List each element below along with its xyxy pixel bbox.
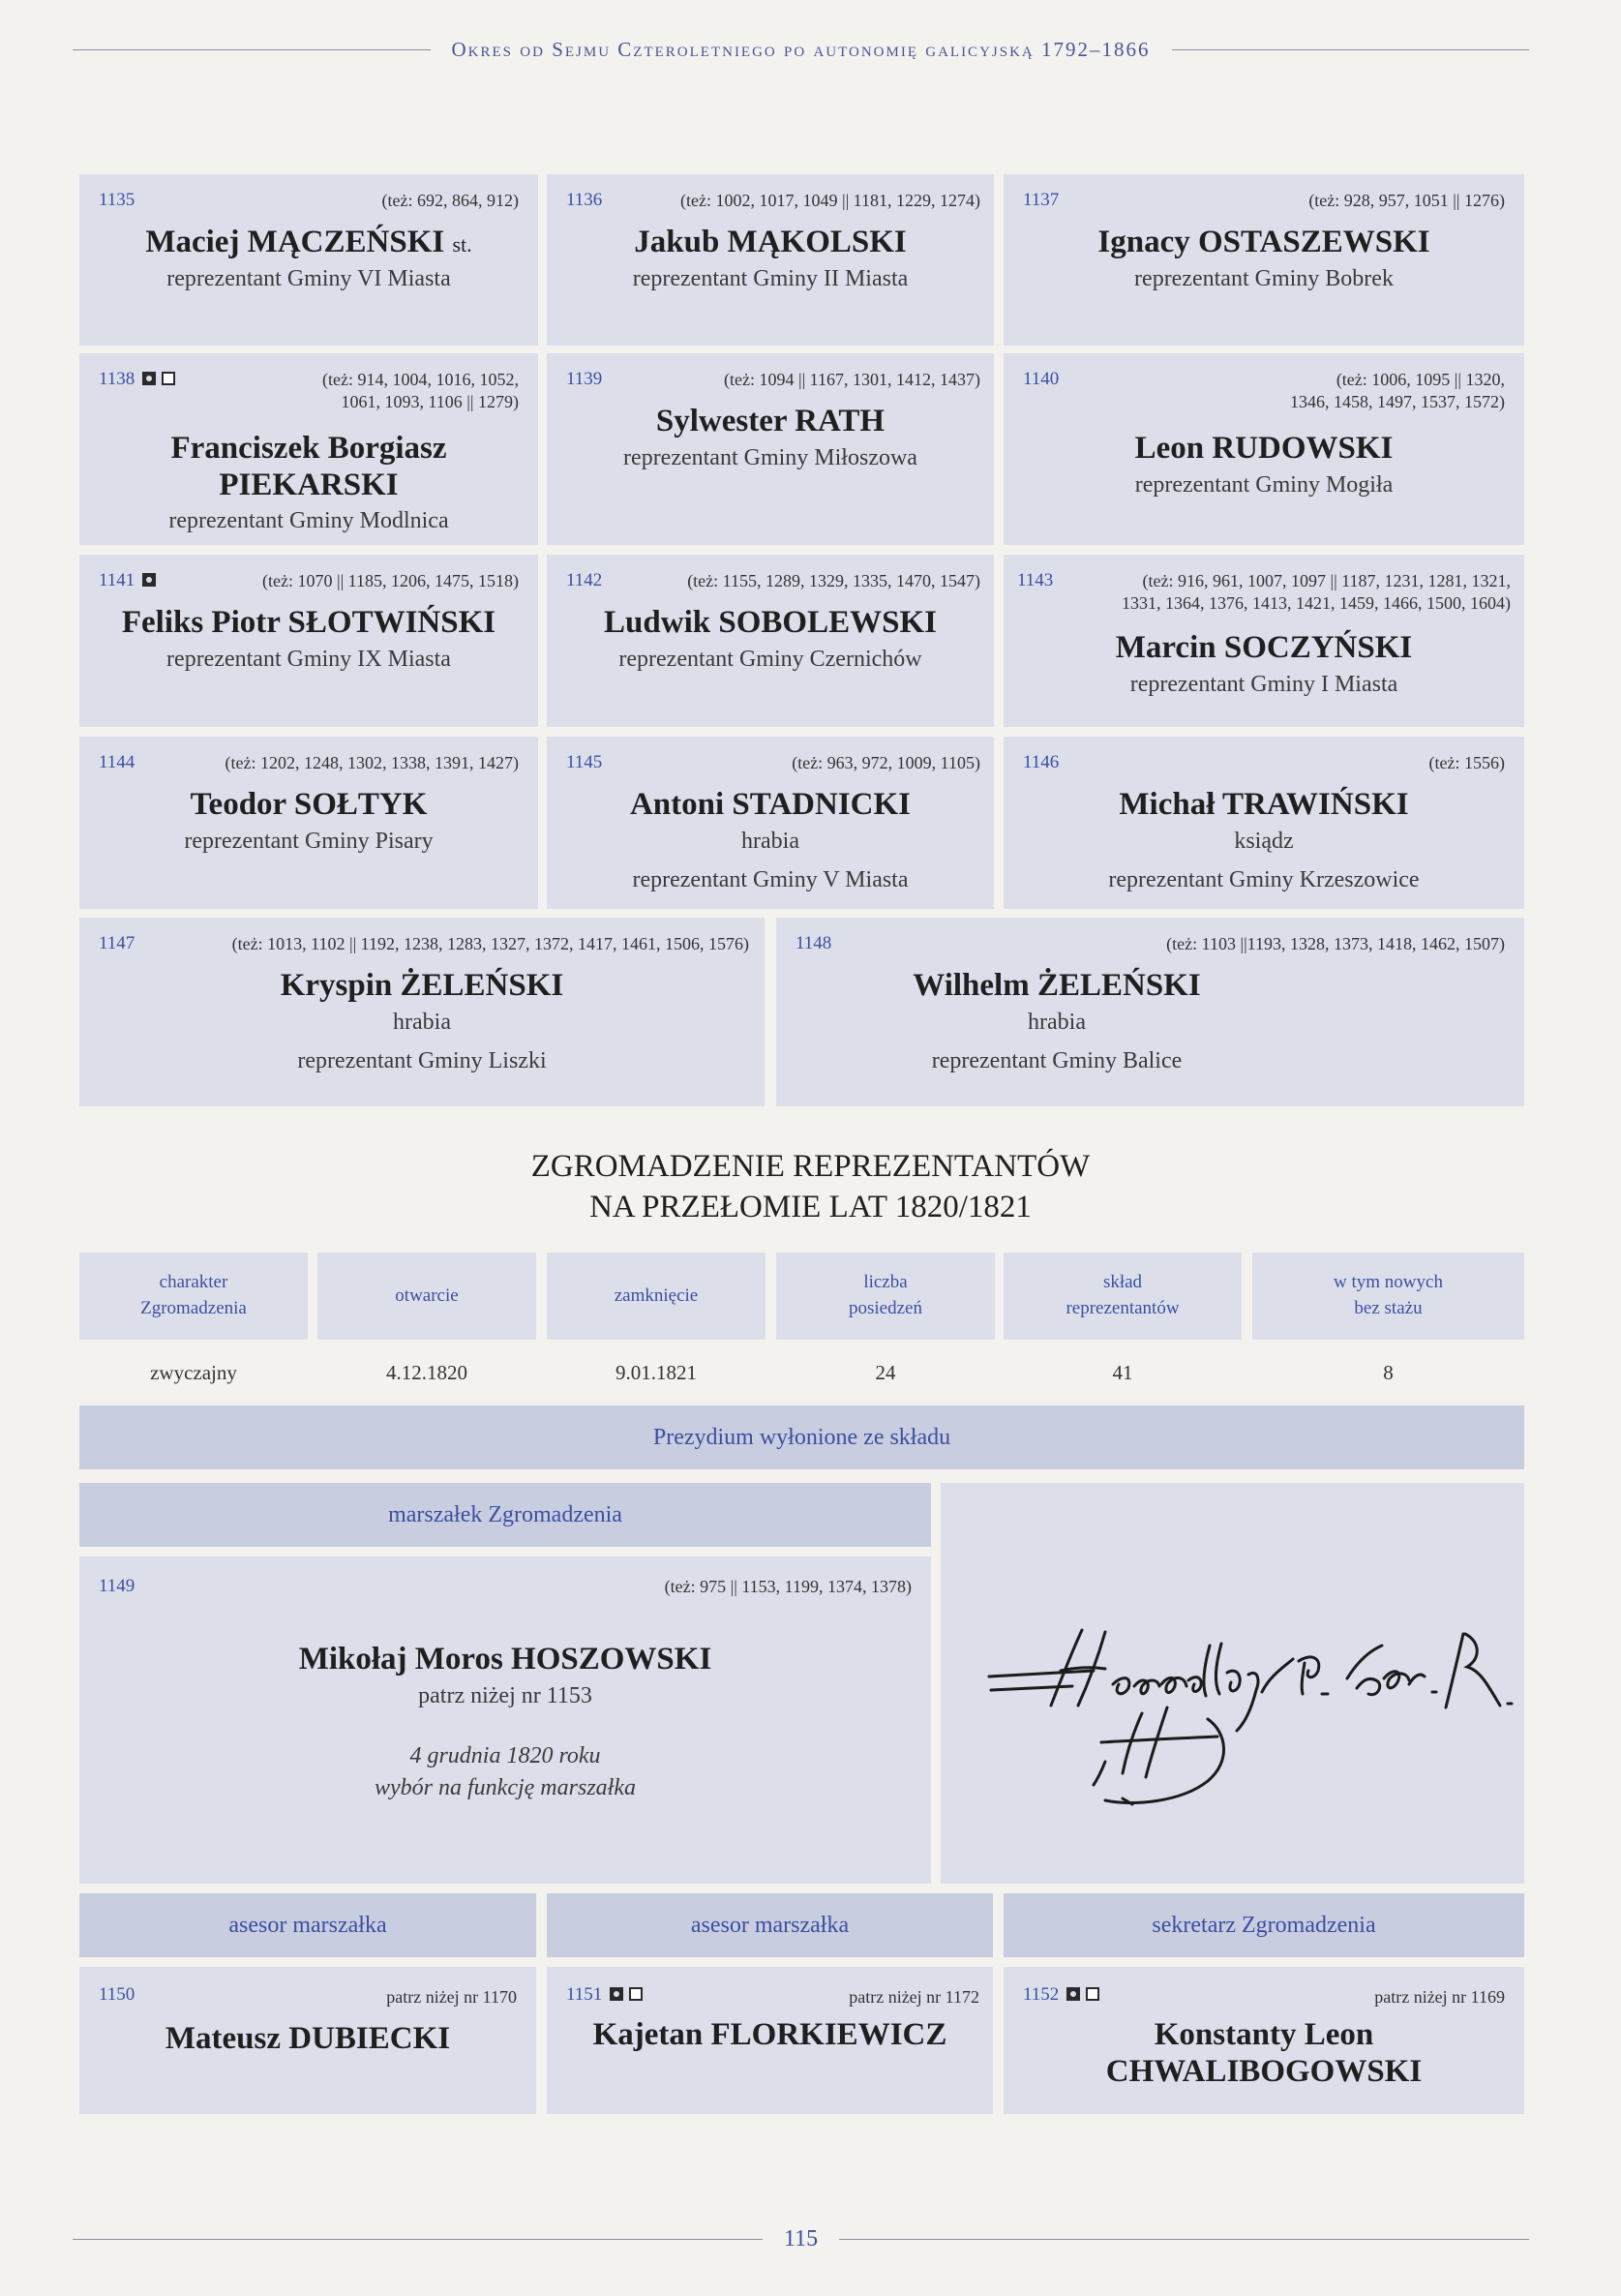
entry-card-1147 <box>79 918 765 1106</box>
entry-role: reprezentant Gminy Pisary <box>184 828 434 854</box>
entry-name: Ludwik SOBOLEWSKI <box>604 605 937 640</box>
entry-cross-refs: (też: 914, 1004, 1016, 1052, 1061, 1093, 1106 || 1279) <box>322 370 519 412</box>
entry-number: 1142 <box>566 570 603 590</box>
entry-reference: patrz niżej nr 1169 <box>1374 1987 1505 2007</box>
entry-cross-refs: (też: 975 || 1153, 1199, 1374, 1378) <box>664 1577 912 1596</box>
header-rule-right <box>1172 49 1530 50</box>
entry-number: 1137 <box>1023 190 1060 210</box>
entry-name: Marcin SOCZYŃSKI <box>1115 630 1413 665</box>
officer-role-bar: asesor marszałka <box>547 1893 993 1957</box>
entry-card-1141 <box>79 555 538 727</box>
entry-number: 1143 <box>1017 570 1054 590</box>
entry-name: Wilhelm ŻELEŃSKI <box>913 968 1201 1003</box>
entry-title: hrabia <box>1028 1009 1086 1035</box>
signature-icon <box>1086 1987 1099 2001</box>
table-cell: 24 <box>875 1361 896 1384</box>
table-cell: 9.01.1821 <box>615 1361 697 1384</box>
entry-cross-refs: (też: 1002, 1017, 1049 || 1181, 1229, 1274) <box>679 191 980 210</box>
entry-cross-refs: (też: 916, 961, 1007, 1097 || 1187, 1231, 1281, 1321, 1331, 1364, 1376, 1413, 1421, 1459, 1466, 1500, 1604) <box>1122 571 1511 614</box>
entry-name: Kryspin ŻELEŃSKI <box>280 968 564 1003</box>
table-header-cell: zamknięcie <box>547 1253 765 1340</box>
table-header-cell: skład reprezentantów <box>1004 1253 1242 1340</box>
entry-title: ksiądz <box>1234 828 1294 854</box>
entry-role: reprezentant Gminy VI Miasta <box>166 265 451 291</box>
entry-number: 1150 <box>99 1984 135 2005</box>
entry-card-1144 <box>79 737 538 909</box>
footer-rule-right <box>839 2239 1529 2240</box>
table-header-cell: liczba posiedzeń <box>776 1253 995 1340</box>
table-cell: 4.12.1820 <box>386 1361 467 1384</box>
entry-card-1152 <box>1004 1967 1524 2114</box>
entry-cross-refs: (też: 1070 || 1185, 1206, 1475, 1518) <box>261 571 519 590</box>
entry-number: 1146 <box>1023 752 1060 772</box>
entry-number: 1135 <box>99 190 135 210</box>
table-cell: 8 <box>1383 1361 1394 1384</box>
entry-card-1145 <box>547 737 994 909</box>
entry-name: Mikołaj Moros HOSZOWSKI <box>298 1642 712 1677</box>
portrait-icon <box>142 573 156 587</box>
entry-number: 1145 <box>566 752 603 772</box>
entry-name: Kajetan FLORKIEWICZ <box>592 2017 947 2052</box>
header-text: Okres od Sejmu Czteroletniego po autonomię galicyjską 1792–1866 <box>451 37 1151 61</box>
entry-card-1148 <box>776 918 1524 1106</box>
table-cell: zwyczajny <box>150 1361 237 1384</box>
entry-number: 1136 <box>566 190 603 210</box>
entry-role: reprezentant Gminy IX Miasta <box>166 646 451 672</box>
entry-name: Konstanty Leon CHWALIBOGOWSKI <box>1105 2017 1423 2089</box>
entry-number: 1141 <box>99 570 156 591</box>
entry-title: hrabia <box>393 1009 451 1035</box>
entry-role: reprezentant Gminy Liszki <box>297 1047 547 1073</box>
entry-cross-refs: (też: 1155, 1289, 1329, 1335, 1470, 1547) <box>687 571 980 590</box>
entry-name: Jakub MĄKOLSKI <box>634 225 907 259</box>
entry-card-1151 <box>547 1967 993 2114</box>
entry-name: Feliks Piotr SŁOTWIŃSKI <box>121 605 496 640</box>
entry-name: Maciej MĄCZEŃSKI st. <box>145 225 472 259</box>
entry-name: Leon RUDOWSKI <box>1134 431 1394 466</box>
entry-reference: patrz niżej nr 1172 <box>849 1987 979 2007</box>
entry-card-1146 <box>1004 737 1524 909</box>
entry-name: Teodor SOŁTYK <box>190 787 428 822</box>
table-cell: 41 <box>1112 1361 1133 1384</box>
footer-rule-left <box>73 2239 763 2240</box>
entry-role: reprezentant Gminy I Miasta <box>1129 671 1398 697</box>
entry-cross-refs: (też: 963, 972, 1009, 1105) <box>792 753 980 772</box>
entry-note: 4 grudnia 1820 roku wybór na funkcję marszałka <box>375 1742 636 1801</box>
entry-number: 1149 <box>99 1576 135 1596</box>
entry-card-1137 <box>1004 174 1524 346</box>
entry-number: 1148 <box>795 933 832 953</box>
entry-role: reprezentant Gminy Bobrek <box>1134 265 1394 291</box>
portrait-icon <box>142 372 156 385</box>
entry-name: Mateusz DUBIECKI <box>165 2021 451 2056</box>
entry-name: Ignacy OSTASZEWSKI <box>1097 225 1430 259</box>
entry-card-1150 <box>79 1967 536 2114</box>
entry-number: 1140 <box>1023 369 1060 389</box>
table-header-cell: w tym nowych bez stażu <box>1252 1253 1524 1340</box>
entry-role: reprezentant Gminy Modlnica <box>168 508 449 534</box>
entry-cross-refs: (też: 1103 ||1193, 1328, 1373, 1418, 1462, 1507) <box>1166 934 1505 953</box>
entry-reference: patrz niżej nr 1170 <box>386 1987 517 2007</box>
signature-image <box>977 1616 1519 1825</box>
entry-card-1149 <box>79 1556 931 1884</box>
portrait-icon <box>610 1987 623 2001</box>
marshal-role-bar: marszałek Zgromadzenia <box>79 1483 931 1547</box>
entry-card-1143 <box>1004 555 1524 727</box>
entry-number: 1152 <box>1023 1984 1099 2006</box>
entry-card-1140 <box>1004 353 1524 545</box>
entry-number: 1144 <box>99 752 135 772</box>
entry-name: Franciszek Borgiasz PIEKARSKI <box>170 431 447 502</box>
header-rule-left <box>73 49 431 50</box>
entry-cross-refs: (też: 1013, 1102 || 1192, 1238, 1283, 1327, 1372, 1417, 1461, 1506, 1576) <box>231 934 749 953</box>
entry-role: reprezentant Gminy V Miasta <box>632 866 909 892</box>
entry-role: reprezentant Gminy Balice <box>931 1047 1183 1073</box>
entry-cross-refs: (też: 1556) <box>1428 753 1505 772</box>
entry-cross-refs: (też: 928, 957, 1051 || 1276) <box>1308 191 1505 210</box>
entry-role: reprezentant Gminy Krzeszowice <box>1108 866 1420 892</box>
table-header-cell: otwarcie <box>317 1253 536 1340</box>
entry-role: reprezentant Gminy Mogiła <box>1134 471 1394 498</box>
entry-number: 1138 <box>99 369 175 390</box>
name-suffix: st. <box>452 232 472 257</box>
entry-name: Michał TRAWIŃSKI <box>1119 787 1409 822</box>
entry-cross-refs: (też: 1202, 1248, 1302, 1338, 1391, 1427) <box>225 753 519 772</box>
entry-cross-refs: (też: 1006, 1095 || 1320, 1346, 1458, 1497, 1537, 1572) <box>1290 370 1505 412</box>
entry-role: reprezentant Gminy II Miasta <box>632 265 909 291</box>
entry-card-1139 <box>547 353 994 545</box>
signature-icon <box>162 372 175 385</box>
entry-card-1142 <box>547 555 994 727</box>
portrait-icon <box>1066 1987 1080 2001</box>
presidium-bar: Prezydium wyłonione ze składu <box>79 1405 1524 1469</box>
entry-number: 1139 <box>566 369 603 389</box>
officer-role-bar: asesor marszałka <box>79 1893 536 1957</box>
entry-reference: patrz niżej nr 1153 <box>418 1682 592 1708</box>
entry-number: 1151 <box>566 1984 643 2006</box>
entry-cross-refs: (też: 1094 || 1167, 1301, 1412, 1437) <box>723 370 980 389</box>
entry-name: Antoni STADNICKI <box>629 787 912 822</box>
entry-title: hrabia <box>741 828 799 854</box>
page-footer <box>73 2224 1529 2253</box>
entry-card-1138 <box>79 353 538 545</box>
entry-name: Sylwester RATH <box>655 404 886 438</box>
entry-role: reprezentant Gminy Czernichów <box>618 646 922 672</box>
officer-role-bar: sekretarz Zgromadzenia <box>1004 1893 1524 1957</box>
table-header-cell: charakter Zgromadzenia <box>79 1253 308 1340</box>
signature-icon <box>629 1987 643 2001</box>
entry-number: 1147 <box>99 933 135 953</box>
entry-card-1136 <box>547 174 994 346</box>
entry-card-1135 <box>79 174 538 346</box>
entry-role: reprezentant Gminy Miłoszowa <box>623 444 917 470</box>
page-number: 115 <box>783 2225 819 2251</box>
entry-cross-refs: (też: 692, 864, 912) <box>381 191 519 210</box>
running-header <box>73 35 1529 64</box>
section-title: ZGROMADZENIE REPREZENTANTÓW NA PRZEŁOMIE LAT 1820/1821 <box>530 1149 1091 1224</box>
